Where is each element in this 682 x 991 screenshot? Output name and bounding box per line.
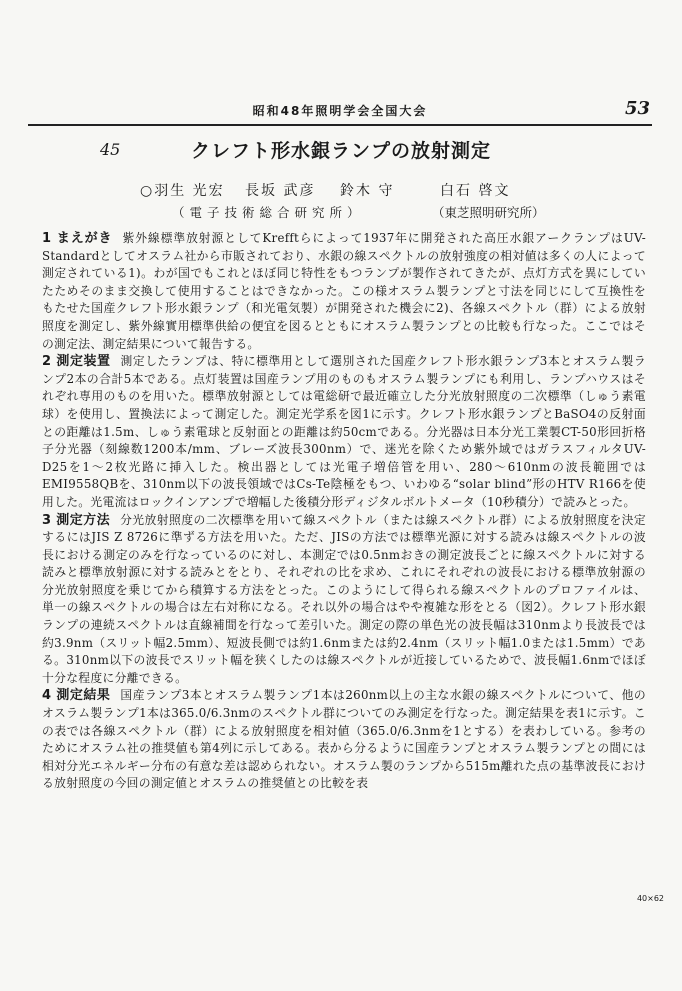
author: 長坂 武彦 <box>245 183 316 199</box>
section-heading: 1 まえがき <box>42 231 113 246</box>
author: ○羽生 光宏 <box>140 183 225 199</box>
section-text: 国産ランプ3本とオスラム製ランプ1本は260nm以上の主な水銀の線スペクトルについて、他のオスラム製ランプ1本は365.0/6.3nmのスペクトル群についてのみ測定を行なった。測定結果を表1に示す。この表では各線スペクトル（群）による放射照度を相対値（365.0/6.3nmを1とする）を表わしている。参考のためにオスラム社の推奨値も第4列に示してある。表から分るように国産ランプとオスラム製ランプとの間には相対分光エネルギー分布の有意な差は認められない。オスラム製のランプから515m離れた点の基準波長における放射照度の今回の測定値とオスラムの推奨値との比較を表 <box>42 688 647 791</box>
section-heading: 2 測定装置 <box>42 354 111 370</box>
affiliations <box>0 203 682 223</box>
page-number: 53 <box>624 98 650 119</box>
section <box>42 353 646 511</box>
page-header <box>28 100 652 122</box>
affiliation: （電子技術総合研究所） <box>172 205 365 220</box>
affiliation: （東芝照明研究所） <box>432 205 545 220</box>
author: 鈴木 守 <box>340 183 395 199</box>
section-text: 分光放射照度の二次標準を用いて線スペクトル（または線スペクトル群）による放射照度を決定するにはJIS Z 8726に準ずる方法を用いた。ただ、JISの方法では標準光源に対する読みは線スペクトルの波長における測定のみを行なっているのに対し、本測定では0.5nmおきの測定波長ごとに線スペクトルに対する読みと標準放射源に対する読みとをとり、それぞれの比を求め、これにそれぞれの波長における標準放射源の分光放射照度を乗じてから積算する方法をとった。このようにして得られる線スペクトルのプロファイルは、単一の線スペクトルの場合は左右対称になる。それ以外の場合はやや複雑な形をとる（図2）。クレフト形水銀ランプの連続スペクトルは直線補間を行なって差引いた。測定の際の単色光の波長幅は310nmより長波長では約3.9nm（スリット幅2.5mm）、短波長側では約1.6nmまたは約2.4nm（スリット幅1.0または1.5mm）である。310nm以下の波長でスリット幅を狭くしたのは線スペクトルが近接しているためで、波長幅1.6nmでほぼ十分な程度に分離できる。 <box>42 512 646 685</box>
section <box>42 512 646 688</box>
author: 白石 啓文 <box>440 183 511 199</box>
header-rule <box>28 124 652 126</box>
section-heading: 3 測定方法 <box>42 512 111 528</box>
section <box>42 230 646 353</box>
footer-mark: 40×62 <box>636 894 664 903</box>
paper-title: クレフト形水銀ランプの放射測定 <box>190 140 491 162</box>
paper-body <box>42 230 646 793</box>
author-list <box>0 180 682 202</box>
section-text: 測定したランプは、特に標準用として選別された国産クレフト形水銀ランプ3本とオスラム製ランプ2本の合計5本である。点灯装置は国産ランプ用のものもオスラム製ランプにも利用し、ランプハウスはそれぞれ専用のものを用いた。標準放射源としては電総研で最近確立した分光放射照度の二次標準（しゅう素電球）を使用し、置換法によって測定した。測定光学系を図1に示す。クレフト形水銀ランプとBaSO4の反射面との距離は1.5m、しゅう素電球と反射面との距離は約50cmである。分光器は日本分光工業製CT-50形回折格子分光器（刻線数1200本/mm、ブレーズ波長300nm）で、迷光を除くため紫外域ではガラスフィルタUV-D25を1〜2枚光路に挿入した。検出器としては光電子増倍管を用い、280〜610nmの波長範囲ではEMI9558QBを、310nm以下の波長領域ではCs-Te陰極をもつ、いわゆる“solar blind”形のHTV R166を使用した。光電流はロックインアンプで増幅した後積分形ディジタルボルトメータ（10秒積分）で読みとった。 <box>42 354 646 509</box>
section-heading: 4 測定結果 <box>42 688 111 704</box>
section <box>42 687 646 793</box>
section-text: 紫外線標準放射源としてKrefftらによって1937年に開発された高圧水銀アークランプはUV-Standardとしてオスラム社から市販されており、水銀の線スペクトルの放射強度の相対値は多くの人によって測定されている1)。わが国でもこれとほぼ同じ特性をもつランプが製作されてきたが、点灯方式を異にしていたためそのまま交換して使用することはできなかった。この様オスラム製ランプと寸法を同じにして互換性をもたせた国産クレフト形水銀ランプ（和光電気製）が開発された機会に2)、各線スペクトル（群）による放射照度を測定し、紫外線實用標準供給の便宜を図るとともにオスラム製ランプとの比較も行なった。ここではその測定法、測定結果について報告する。 <box>42 231 646 351</box>
paper-number: 45 <box>100 140 121 159</box>
conference-name: 昭和48年照明学会全国大会 <box>252 104 428 118</box>
